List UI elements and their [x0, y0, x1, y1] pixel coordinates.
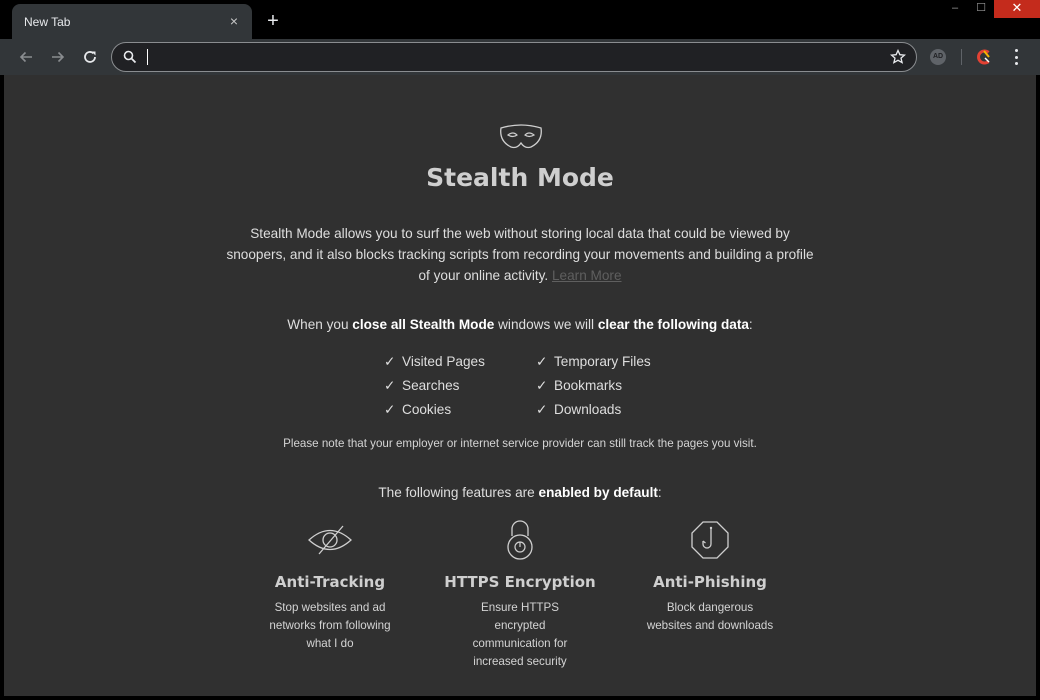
maximize-button[interactable]: ☐: [976, 2, 986, 14]
window-frame-bottom: [0, 696, 1040, 700]
adblock-icon[interactable]: AD: [930, 49, 946, 65]
back-button[interactable]: [14, 45, 38, 69]
list-item-label: Bookmarks: [554, 378, 622, 393]
eye-slash-icon: [307, 523, 353, 557]
toolbar-divider: [961, 49, 962, 65]
list-item-label: Temporary Files: [554, 354, 651, 369]
clear-bold-2: clear the following data: [597, 317, 749, 332]
arrow-left-icon: [18, 49, 34, 65]
clear-intro-1: When you: [287, 317, 349, 332]
search-icon: [122, 49, 138, 65]
feature-description: Ensure HTTPS encrypted communication for increased security: [472, 601, 568, 668]
clear-end: :: [748, 317, 753, 332]
toolbar: [0, 39, 1040, 75]
clear-data-intro: [4, 317, 1036, 332]
minimize-button[interactable]: –: [951, 2, 959, 14]
forward-button[interactable]: [46, 45, 70, 69]
menu-dot: [1015, 56, 1018, 59]
reload-button[interactable]: [78, 45, 102, 69]
menu-dot: [1015, 62, 1018, 65]
features-intro-text: The following features are: [378, 485, 535, 500]
feature-anti-tracking: [240, 519, 420, 653]
reload-icon: [82, 49, 98, 65]
title-bar: [0, 0, 1040, 39]
tab-new-tab[interactable]: [12, 4, 252, 39]
list-item-label: Searches: [402, 378, 460, 393]
feature-name: Anti-Phishing: [653, 573, 767, 591]
check-icon: ✓: [536, 378, 548, 393]
fishhook-icon: [690, 520, 730, 560]
features-end: :: [657, 485, 662, 500]
clear-bold-1: close all Stealth Mode: [352, 317, 495, 332]
window-frame-left: [0, 75, 4, 700]
address-input[interactable]: [146, 47, 876, 67]
close-window-button[interactable]: ✕: [994, 0, 1040, 18]
address-bar[interactable]: [111, 42, 917, 72]
stealth-mode-page: [4, 75, 1036, 696]
list-item: [536, 401, 651, 425]
list-item-label: Visited Pages: [402, 354, 485, 369]
check-icon: ✓: [536, 402, 548, 417]
tab-title: New Tab: [24, 15, 71, 29]
feature-https-encryption: [430, 519, 610, 671]
check-icon: ✓: [384, 378, 396, 393]
text-caret: [147, 49, 148, 65]
window-frame-right: [1036, 75, 1040, 700]
mask-icon: [498, 123, 544, 151]
list-item: [536, 353, 651, 377]
list-item: [384, 377, 485, 401]
learn-more-link[interactable]: Learn More: [551, 268, 622, 283]
arrow-right-icon: [50, 49, 66, 65]
feature-anti-phishing: [620, 519, 800, 635]
features-intro: [4, 485, 1036, 500]
cleared-items-column-1: [384, 353, 485, 425]
feature-description: Stop websites and ad networks from following what I do: [269, 601, 391, 650]
list-item: [384, 401, 485, 425]
check-icon: ✓: [536, 354, 548, 369]
new-tab-button[interactable]: +: [267, 10, 279, 32]
padlock-icon: [505, 519, 535, 561]
feature-name: HTTPS Encryption: [444, 573, 596, 591]
features-bold: enabled by default: [538, 485, 658, 500]
check-icon: ✓: [384, 354, 396, 369]
description-text: Stealth Mode allows you to surf the web without storing local data that could be viewed by snoopers, and it also blocks tracking scripts from recording your movements and building a profile of your online activity.: [226, 226, 814, 283]
list-item: [536, 377, 651, 401]
list-item-label: Downloads: [554, 402, 622, 417]
menu-dot: [1015, 49, 1018, 52]
list-item-label: Cookies: [402, 402, 452, 417]
feature-name: Anti-Tracking: [274, 573, 386, 591]
tab-close-button[interactable]: ×: [229, 13, 239, 29]
page-title: Stealth Mode: [426, 163, 614, 192]
star-bookmark-icon[interactable]: [890, 49, 906, 65]
menu-kebab-button[interactable]: [1010, 47, 1022, 67]
description: [220, 223, 820, 286]
list-item: [384, 353, 485, 377]
tracking-note: Please note that your employer or internet service provider can still track the pages you visit.: [283, 437, 757, 450]
ccleaner-icon[interactable]: [975, 48, 993, 66]
clear-intro-2: windows we will: [498, 317, 595, 332]
check-icon: ✓: [384, 402, 396, 417]
cleared-items-column-2: [536, 353, 651, 425]
feature-description: Block dangerous websites and downloads: [646, 601, 774, 632]
